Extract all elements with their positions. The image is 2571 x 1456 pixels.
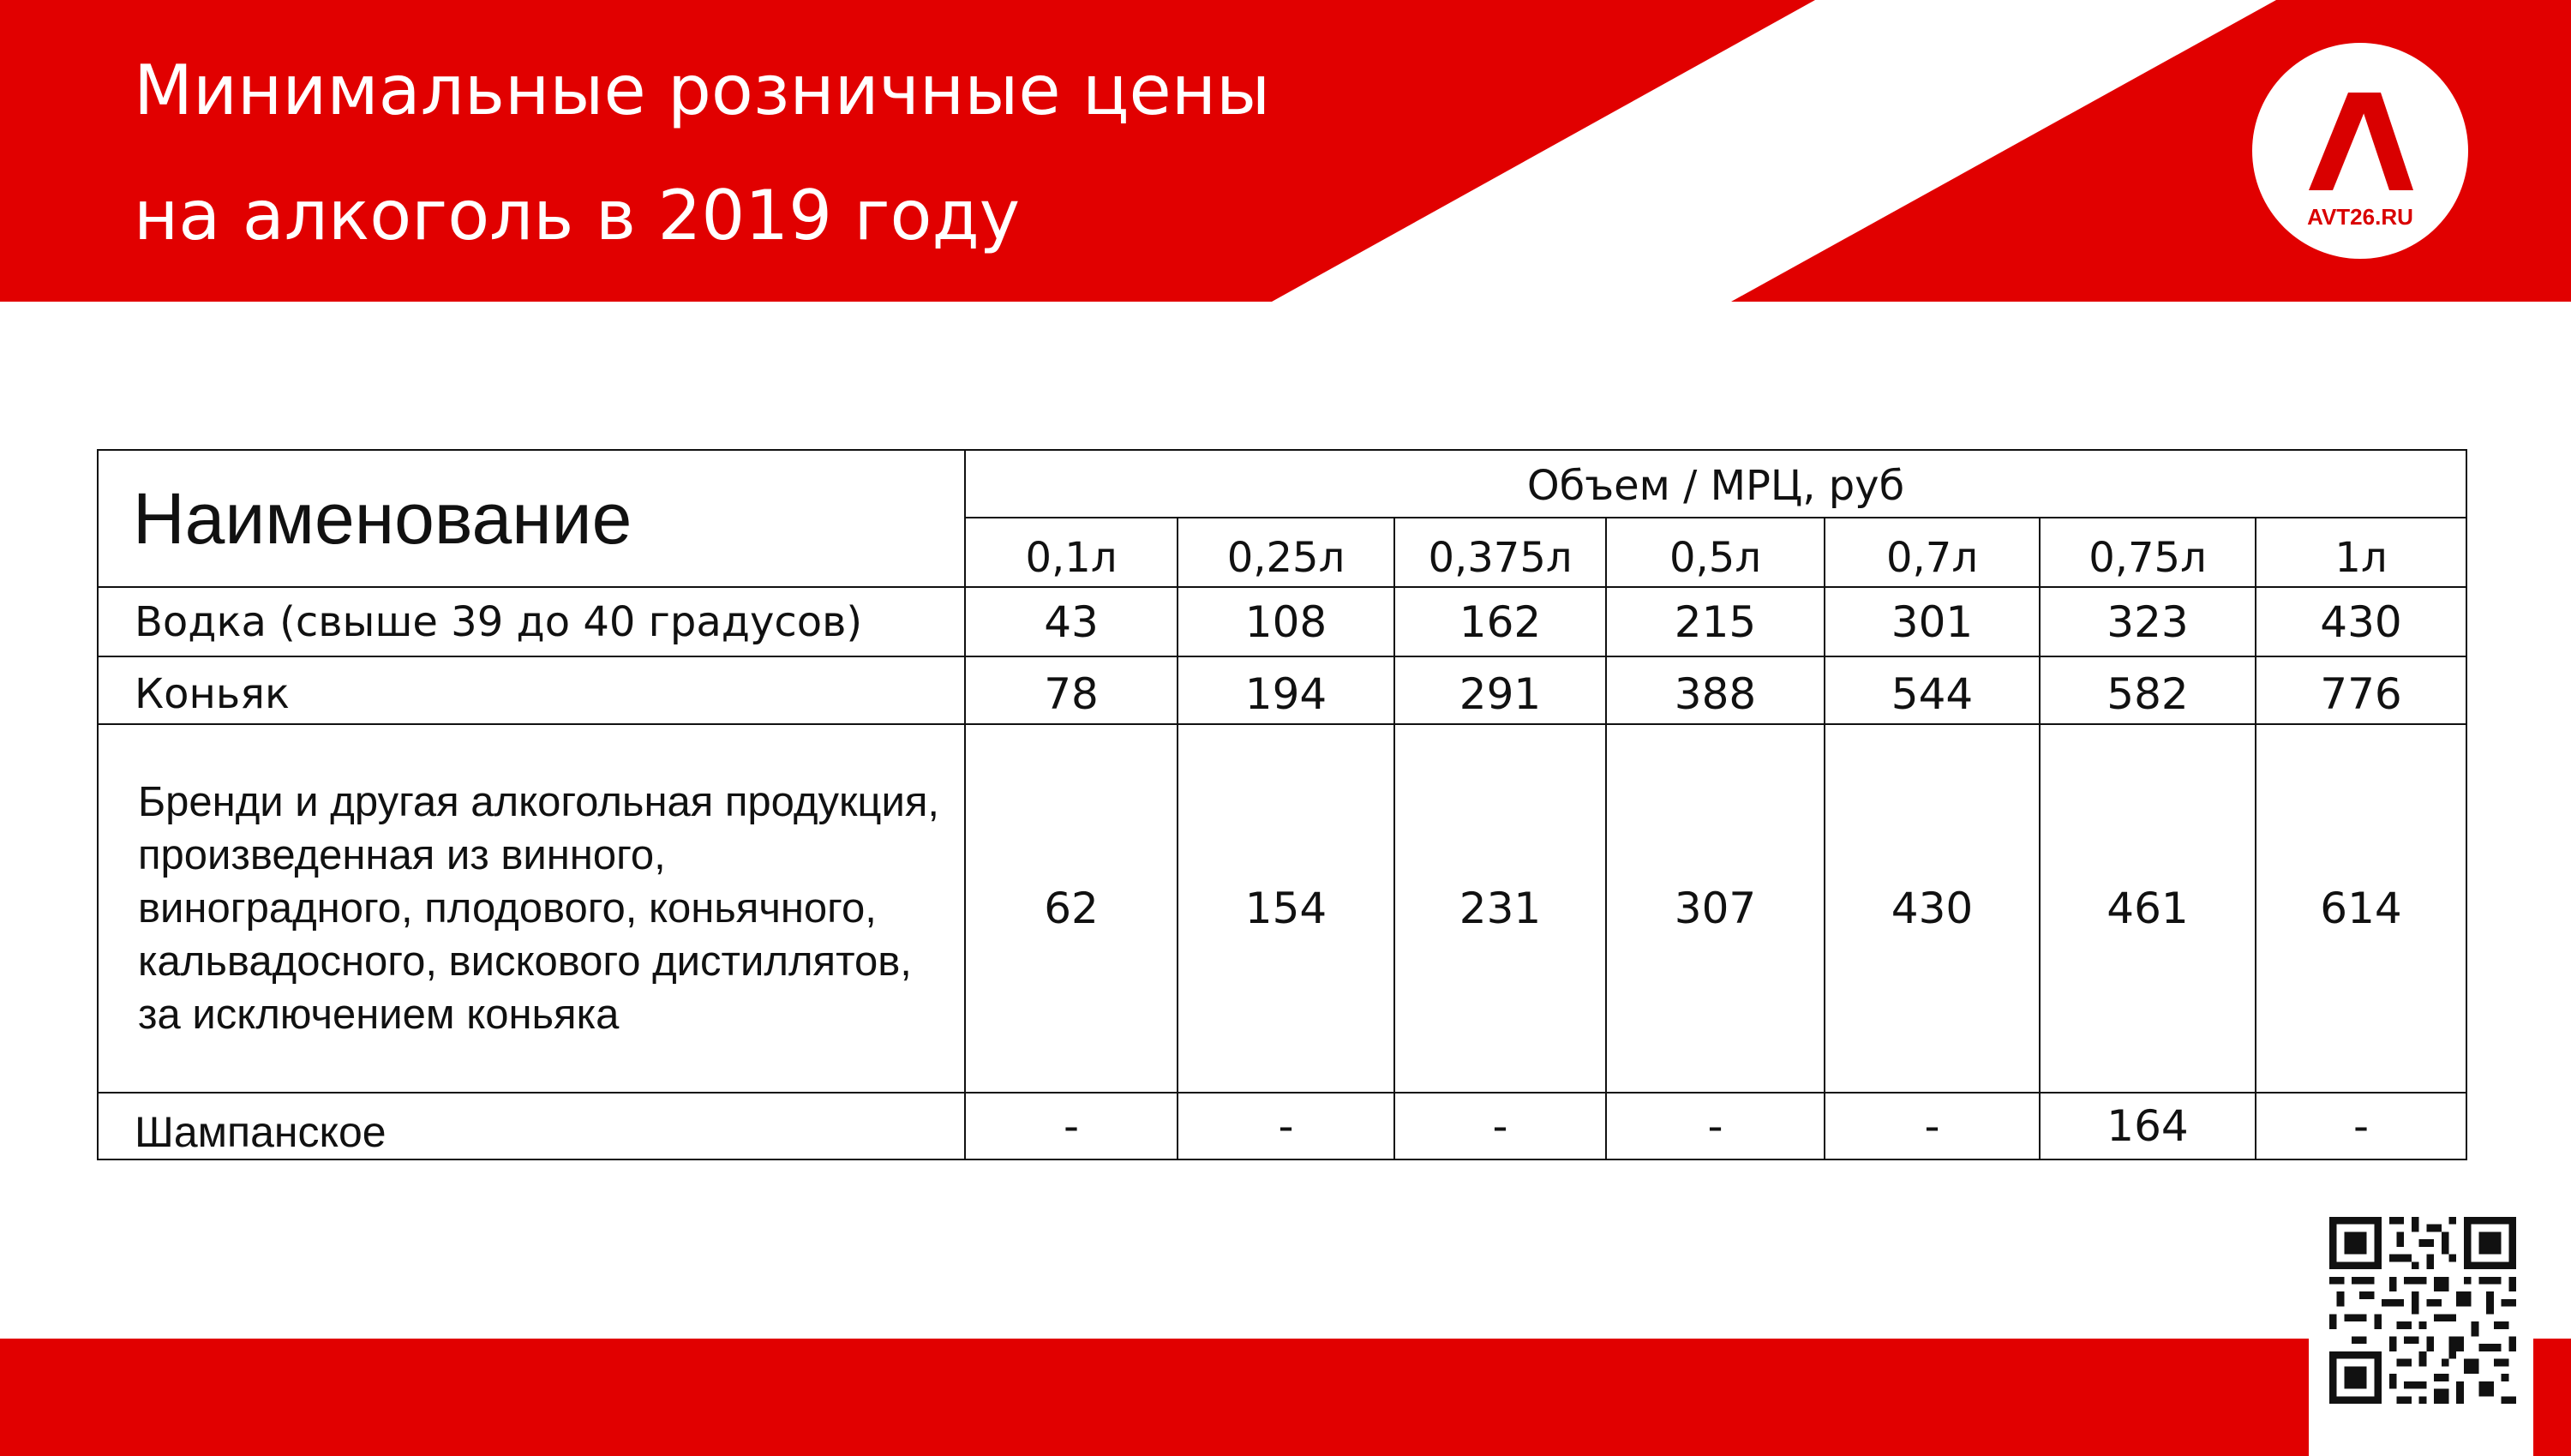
price-cell: 215 (1606, 587, 1825, 656)
price-cell: 78 (965, 656, 1178, 724)
page-title-line-1: Минимальные розничные цены (134, 51, 1271, 130)
price-cell: 43 (965, 587, 1178, 656)
price-cell: 461 (2040, 724, 2256, 1093)
price-cell: - (2256, 1093, 2466, 1159)
footer-bar (0, 1339, 2571, 1456)
product-name: Коньяк (98, 656, 965, 724)
price-cell: 544 (1825, 656, 2040, 724)
price-cell: 388 (1606, 656, 1825, 724)
price-cell: 430 (1825, 724, 2040, 1093)
price-cell: - (1394, 1093, 1606, 1159)
price-cell: 776 (2256, 656, 2466, 724)
price-cell: - (1825, 1093, 2040, 1159)
header-banner (0, 0, 2571, 302)
logo-text: AVT26.RU (2307, 204, 2413, 230)
price-cell: - (965, 1093, 1178, 1159)
price-cell: 291 (1394, 656, 1606, 724)
price-cell: 194 (1178, 656, 1394, 724)
volume-header: 0,75л (2040, 518, 2256, 587)
price-cell: 582 (2040, 656, 2256, 724)
table-row (98, 1093, 2466, 1159)
price-cell: 154 (1178, 724, 1394, 1093)
table-row (98, 656, 2466, 724)
price-cell: 307 (1606, 724, 1825, 1093)
product-name: Шампанское (98, 1093, 965, 1159)
volume-header: 0,1л (965, 518, 1178, 587)
price-cell: - (1178, 1093, 1394, 1159)
price-cell: 430 (2256, 587, 2466, 656)
price-cell: 323 (2040, 587, 2256, 656)
product-name: Бренди и другая алкогольная продукция, произведенная из винного, виноградного, плодового, коньячного, кальвадосного, вискового дистиллятов, за исключением коньяка (98, 724, 965, 1093)
page-title-line-2: на алкоголь в 2019 году (134, 176, 1021, 255)
price-cell: 62 (965, 724, 1178, 1093)
volume-header: 1л (2256, 518, 2466, 587)
table-row (98, 724, 2466, 1093)
price-cell: 108 (1178, 587, 1394, 656)
volume-header: 0,5л (1606, 518, 1825, 587)
volume-header: 0,7л (1825, 518, 2040, 587)
volume-header: 0,375л (1394, 518, 1606, 587)
price-cell: 162 (1394, 587, 1606, 656)
price-cell: 301 (1825, 587, 2040, 656)
volume-price-group-header: Объем / МРЦ, руб (965, 450, 2466, 518)
price-cell: 614 (2256, 724, 2466, 1093)
price-cell: - (1606, 1093, 1825, 1159)
name-column-header: Наименование (98, 450, 965, 587)
qr-code-icon[interactable] (2329, 1217, 2516, 1404)
banner-left-shape (0, 0, 1815, 302)
price-table (97, 449, 2467, 1160)
volume-header: 0,25л (1178, 518, 1394, 587)
table-row (98, 587, 2466, 656)
product-name: Водка (свыше 39 до 40 градусов) (98, 587, 965, 656)
price-cell: 231 (1394, 724, 1606, 1093)
price-cell: 164 (2040, 1093, 2256, 1159)
